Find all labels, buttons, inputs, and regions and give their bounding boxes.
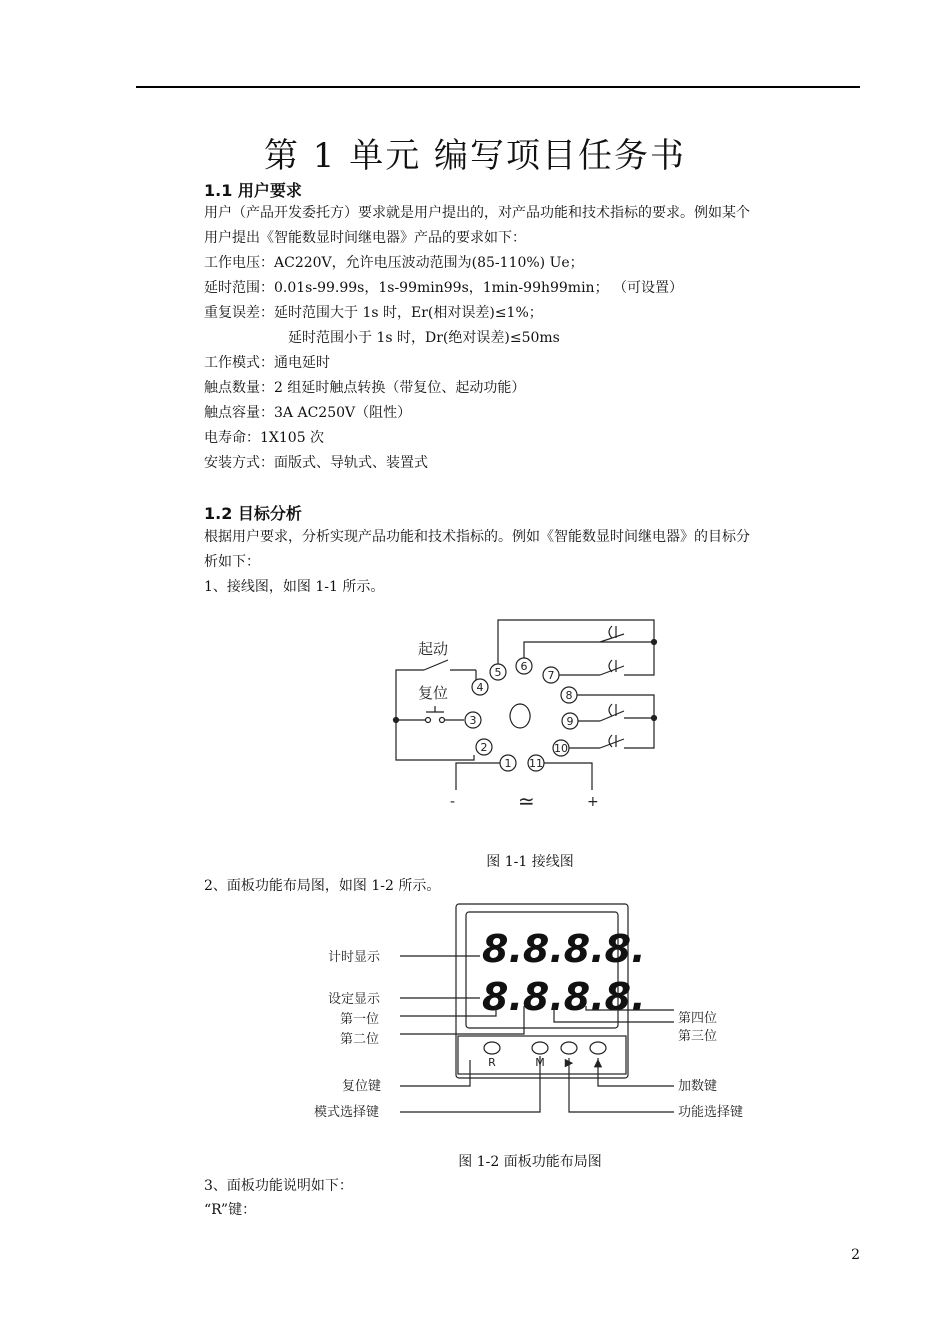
mode-key — [532, 1042, 548, 1054]
terminal-10: 10 — [554, 742, 568, 755]
terminal-9: 9 — [566, 715, 574, 728]
label-reset: 复位 — [418, 684, 449, 702]
reset-key — [484, 1042, 500, 1054]
terminal-2: 2 — [480, 741, 488, 754]
spec-life: 电寿命：1X105 次 — [204, 430, 325, 446]
paragraph: 根据用户要求，分析实现产品功能和技术指标的。例如《智能数显时间继电器》的目标分 — [204, 529, 750, 545]
spec-voltage: 工作电压：AC220V，允许电压波动范围为(85-110%) Ue； — [204, 255, 584, 271]
paragraph: 用户（产品开发委托方）要求就是用户提出的，对产品功能和技术指标的要求。例如某个 — [204, 205, 750, 221]
list-item: 1、接线图，如图 1-1 所示。 — [204, 579, 385, 595]
spec-delay-range: 延时范围：0.01s-99.99s，1s-99min99s，1min-99h99min； （可设置） — [204, 280, 684, 296]
spec-capacity: 触点容量：3A AC250V（阻性） — [204, 405, 412, 421]
label-plus-key: 加数键 — [678, 1079, 718, 1094]
key-r-label: R — [488, 1056, 496, 1069]
terminal-4: 4 — [476, 681, 484, 694]
page-number: 2 — [851, 1247, 860, 1263]
section-heading-user-requirements: 1.1 用户要求 — [204, 181, 302, 200]
label-timing-display: 计时显示 — [328, 950, 381, 965]
wiring-diagram — [380, 610, 680, 815]
section-heading-target-analysis: 1.2 目标分析 — [204, 504, 302, 523]
plus-terminal: + — [587, 794, 599, 810]
function-key — [561, 1042, 577, 1054]
terminal-6: 6 — [520, 660, 528, 673]
ac-symbol: ≃ — [518, 789, 535, 813]
terminal-5: 5 — [494, 666, 502, 679]
label-setting-display: 设定显示 — [328, 992, 381, 1007]
spec-error-1: 重复误差：延时范围大于 1s 时，Er(相对误差)≤1%； — [204, 305, 543, 321]
label-mode-key: 模式选择键 — [314, 1105, 380, 1120]
label-digit-3: 第三位 — [678, 1029, 718, 1044]
spec-contacts: 触点数量：2 组延时触点转换（带复位、起动功能） — [204, 380, 526, 396]
display-timing: 8.8.8.8. — [482, 927, 646, 971]
label-start: 起动 — [418, 640, 449, 658]
spec-mount: 安装方式：面版式、导轨式、装置式 — [204, 455, 428, 471]
paragraph: 析如下： — [204, 554, 260, 570]
arrow-right-icon: ▶ — [564, 1056, 574, 1069]
r-key-heading: “R”键： — [204, 1202, 257, 1218]
list-item: 2、面板功能布局图，如图 1-2 所示。 — [204, 878, 441, 894]
label-digit-4: 第四位 — [678, 1011, 718, 1026]
panel-layout-diagram — [310, 898, 770, 1126]
spec-mode: 工作模式：通电延时 — [204, 355, 330, 371]
paragraph: 用户提出《智能数显时间继电器》产品的要求如下： — [204, 230, 526, 246]
figure-1-caption: 图 1-1 接线图 — [486, 854, 574, 870]
key-m-label: M — [535, 1056, 545, 1069]
label-digit-1: 第一位 — [340, 1012, 380, 1027]
label-reset-key: 复位键 — [342, 1079, 382, 1094]
spec-error-2: 延时范围小于 1s 时，Dr(绝对误差)≤50ms — [288, 330, 560, 346]
label-function-key: 功能选择键 — [678, 1105, 744, 1120]
arrow-up-icon: ▲ — [593, 1056, 603, 1069]
figure-2-caption: 图 1-2 面板功能布局图 — [458, 1154, 602, 1170]
label-digit-2: 第二位 — [340, 1032, 380, 1047]
list-item: 3、面板功能说明如下： — [204, 1178, 353, 1194]
terminal-11: 11 — [529, 757, 543, 770]
terminal-3: 3 — [469, 714, 477, 727]
header-rule — [136, 86, 860, 88]
minus-terminal: - — [450, 794, 456, 810]
plus-key — [590, 1042, 606, 1054]
display-setting: 8.8.8.8. — [482, 975, 646, 1019]
terminal-7: 7 — [547, 669, 555, 682]
page-title: 第 1 单元 编写项目任务书 — [263, 136, 687, 176]
terminal-8: 8 — [565, 689, 573, 702]
terminal-1: 1 — [504, 757, 512, 770]
